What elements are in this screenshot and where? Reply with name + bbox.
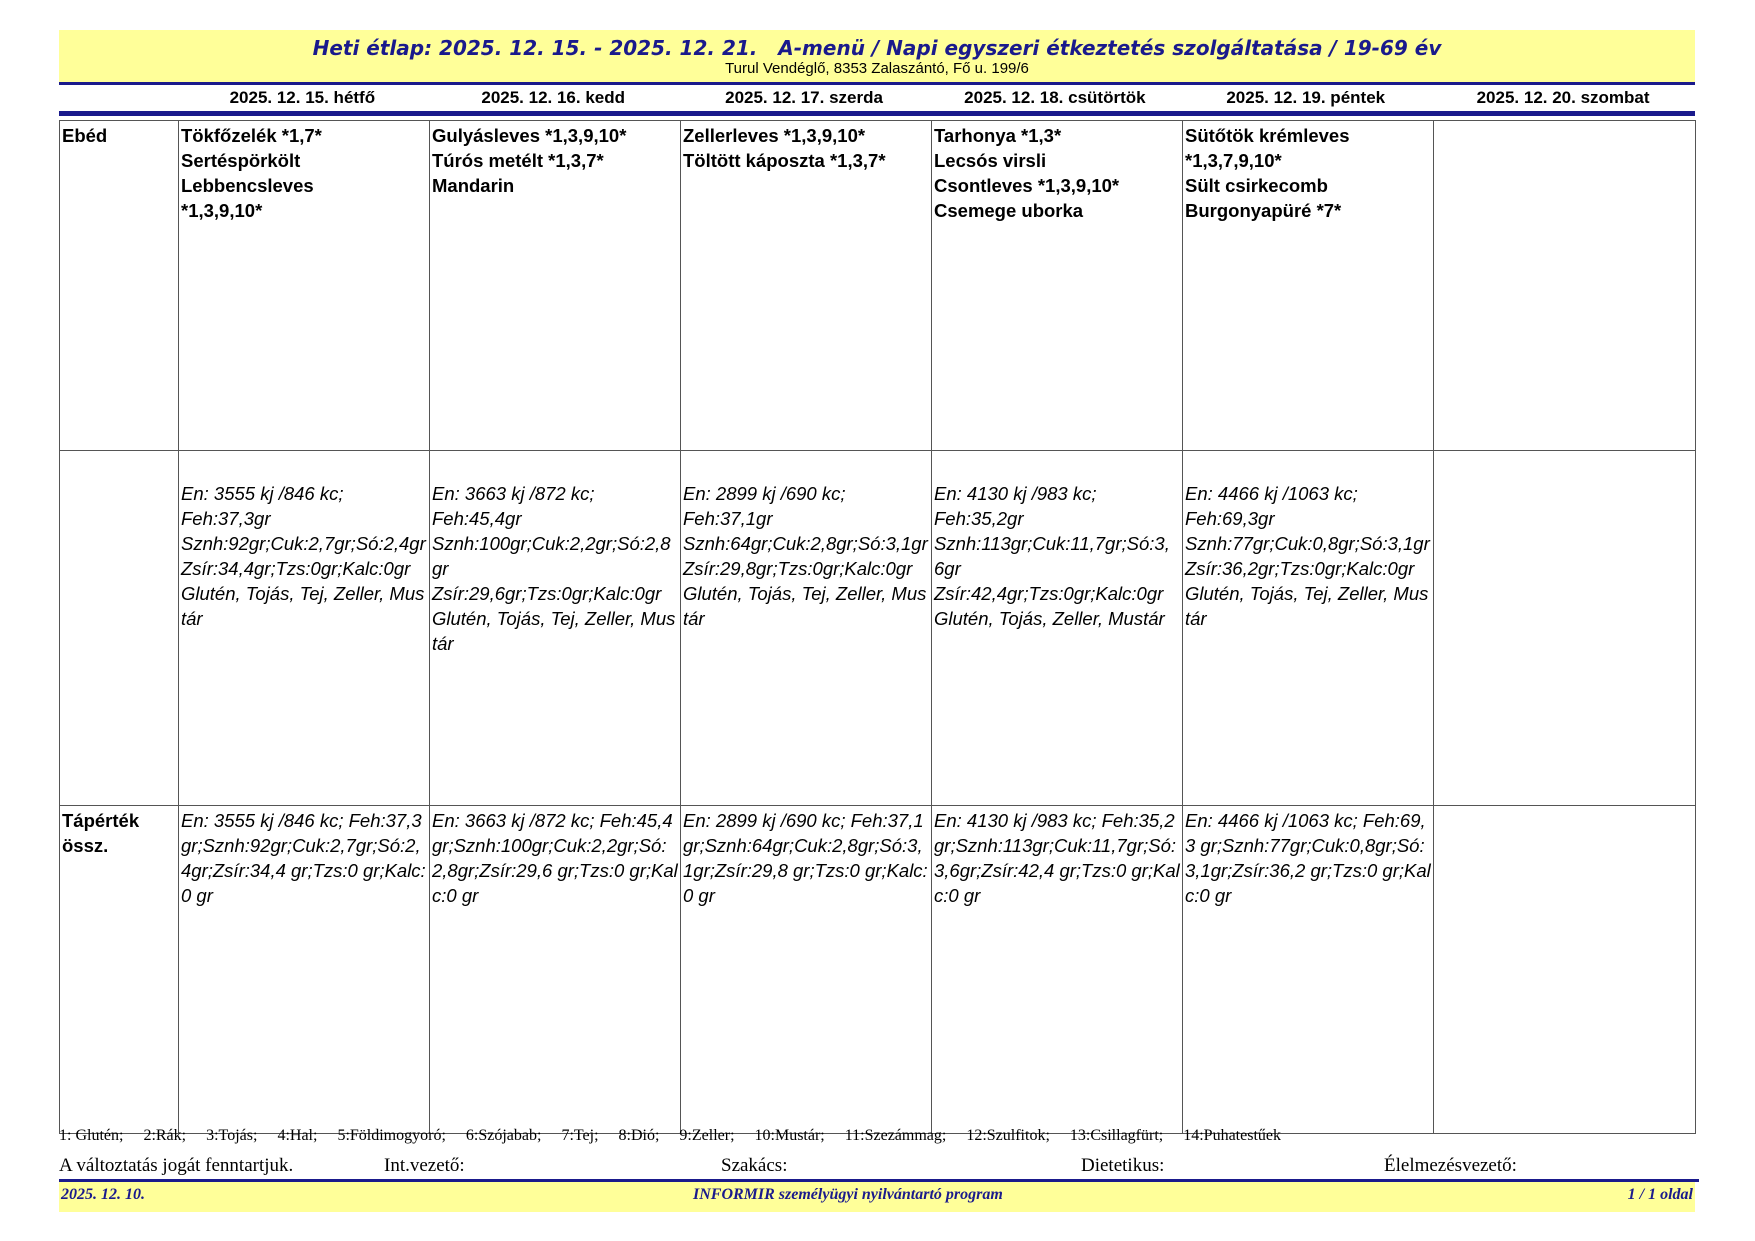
nutrition-line: En: 4466 kj /1063 kc; [1185, 483, 1358, 504]
nutrition-line: En: 3555 kj /846 kc; [181, 483, 344, 504]
dishes-cell-empty [1434, 121, 1696, 451]
dish-line: Gulyásleves *1,3,9,10* [432, 125, 627, 146]
dish-line: Túrós metélt *1,3,7* [432, 150, 604, 171]
day-header-2: 2025. 12. 16. kedd [481, 88, 626, 107]
allergen-item: 3:Tojás; [206, 1127, 258, 1144]
nutrition-cell [681, 451, 932, 806]
allergen-item: 1: Glutén; [59, 1127, 124, 1144]
signature-row [59, 1155, 1699, 1182]
dish-line: Burgonyapüré *7* [1185, 200, 1342, 221]
dishes-cell [681, 121, 932, 451]
nutrition-line: Zsír:36,2gr;Tzs:0gr;Kalc:0gr [1185, 558, 1415, 579]
dish-line: Töltött káposzta *1,3,7* [683, 150, 886, 171]
allergen-item: 13:Csillagfürt; [1069, 1127, 1164, 1144]
totals-label-line: össz. [62, 835, 109, 856]
dishes-cell [932, 121, 1183, 451]
lunch-nutrition-row [60, 451, 1696, 806]
dish-line: Sült csirkecomb [1185, 175, 1328, 196]
lunch-dishes-row [60, 121, 1696, 451]
allergen-line: Glutén, Tojás, Tej, Zeller, Mustár [683, 583, 927, 629]
totals-row [60, 806, 1696, 1134]
allergen-item: 11:Szezámmag; [844, 1127, 947, 1144]
nutrition-line: Sznh:64gr;Cuk:2,8gr;Só:3,1gr [683, 533, 928, 554]
allergen-item: 5:Földimogyoró; [337, 1127, 446, 1144]
title-band [59, 30, 1695, 85]
allergen-item: 14:Puhatestűek [1183, 1127, 1281, 1144]
dishes-cell [430, 121, 681, 451]
totals-cell: En: 3663 kj /872 kc; Feh:45,4 gr;Sznh:100gr;Cuk:2,2gr;Só:2,8gr;Zsír:29,6 gr;Tzs:0 gr;Kalc:0 gr [430, 806, 681, 1134]
nutrition-line: Sznh:77gr;Cuk:0,8gr;Só:3,1gr [1185, 533, 1430, 554]
day-header-5: 2025. 12. 19. péntek [1226, 88, 1386, 107]
dish-line: Mandarin [432, 175, 515, 196]
dish-line: *1,3,7,9,10* [1185, 150, 1282, 171]
signature-catering-manager: Élelmezésvezető: [1384, 1155, 1517, 1176]
dish-line: Csemege uborka [934, 200, 1084, 221]
row-label-lunch: Ebéd [60, 121, 179, 451]
allergen-item: 7:Tej; [561, 1127, 599, 1144]
dishes-cell [179, 121, 430, 451]
totals-cell: En: 2899 kj /690 kc; Feh:37,1 gr;Sznh:64gr;Cuk:2,8gr;Só:3,1gr;Zsír:29,8 gr;Tzs:0 gr;Kalc:0 gr [681, 806, 932, 1134]
nutrition-line: Feh:37,1gr [683, 508, 773, 529]
dish-line: Tökfőzelék *1,7* [181, 125, 322, 146]
nutrition-line: Sznh:113gr;Cuk:11,7gr;Só:3,6gr [934, 533, 1170, 579]
totals-cell-empty [1434, 806, 1696, 1134]
allergen-legend [59, 1127, 1699, 1145]
dish-line: Zellerleves *1,3,9,10* [683, 125, 866, 146]
dish-line: Lebbencsleves [181, 175, 314, 196]
nutrition-line: Feh:35,2gr [934, 508, 1024, 529]
allergen-item: 10:Mustár; [754, 1127, 825, 1144]
day-header-6: 2025. 12. 20. szombat [1476, 88, 1650, 107]
allergen-line: Glutén, Tojás, Zeller, Mustár [934, 608, 1165, 629]
dish-line: *1,3,9,10* [181, 200, 263, 221]
dish-line: Tarhonya *1,3* [934, 125, 1062, 146]
nutrition-line: Zsír:42,4gr;Tzs:0gr;Kalc:0gr [934, 583, 1164, 604]
nutrition-line: Feh:69,3gr [1185, 508, 1275, 529]
footer-band [59, 1182, 1695, 1212]
rights-note: A változtatás jogát fenntartjuk. [59, 1155, 294, 1176]
page-title: Heti étlap: 2025. 12. 15. - 2025. 12. 21. A-menü / Napi egyszeri étkeztetés szolgáltatása / 19-69 év [312, 36, 1442, 60]
nutrition-line: Feh:45,4gr [432, 508, 522, 529]
signature-dietitian: Dietetikus: [1081, 1155, 1165, 1176]
totals-cell: En: 4130 kj /983 kc; Feh:35,2 gr;Sznh:113gr;Cuk:11,7gr;Só:3,6gr;Zsír:42,4 gr;Tzs:0 gr;Kalc:0 gr [932, 806, 1183, 1134]
dish-line: Csontleves *1,3,9,10* [934, 175, 1120, 196]
day-header-3: 2025. 12. 17. szerda [725, 88, 883, 107]
allergen-item: 12:Szulfitok; [966, 1127, 1050, 1144]
nutrition-cell [179, 451, 430, 806]
dishes-cell [1183, 121, 1434, 451]
nutrition-line: En: 4130 kj /983 kc; [934, 483, 1097, 504]
day-header-row [59, 85, 1695, 116]
totals-label-line: Tápérték [62, 810, 140, 831]
nutrition-cell [430, 451, 681, 806]
dish-line: Sertéspörkölt [181, 150, 301, 171]
menu-table [59, 120, 1696, 1134]
allergen-item: 2:Rák; [143, 1127, 187, 1144]
row-label-totals [60, 806, 179, 1134]
nutrition-line: Zsír:34,4gr;Tzs:0gr;Kalc:0gr [181, 558, 411, 579]
allergen-line: Glutén, Tojás, Tej, Zeller, Mustár [432, 608, 676, 654]
totals-cell: En: 4466 kj /1063 kc; Feh:69,3 gr;Sznh:77gr;Cuk:0,8gr;Só:3,1gr;Zsír:36,2 gr;Tzs:0 gr;Kalc:0 gr [1183, 806, 1434, 1134]
nutrition-line: En: 2899 kj /690 kc; [683, 483, 846, 504]
nutrition-cell [932, 451, 1183, 806]
nutrition-cell-empty [1434, 451, 1696, 806]
signature-cook: Szakács: [721, 1155, 788, 1176]
menu-page [59, 30, 1695, 1134]
program-name: INFORMIR személyügyi nyilvántartó program [693, 1186, 1003, 1203]
nutrition-line: Zsír:29,6gr;Tzs:0gr;Kalc:0gr [432, 583, 662, 604]
nutrition-line: Feh:37,3gr [181, 508, 271, 529]
dish-line: Sütőtök krémleves [1185, 125, 1350, 146]
nutrition-line: Sznh:92gr;Cuk:2,7gr;Só:2,4gr [181, 533, 426, 554]
day-header-1: 2025. 12. 15. hétfő [229, 88, 376, 107]
venue-address: Turul Vendéglő, 8353 Zalaszántó, Fő u. 199/6 [725, 60, 1029, 77]
totals-cell: En: 3555 kj /846 kc; Feh:37,3 gr;Sznh:92gr;Cuk:2,7gr;Só:2,4gr;Zsír:34,4 gr;Tzs:0 gr;Kalc:0 gr [179, 806, 430, 1134]
nutrition-line: En: 3663 kj /872 kc; [432, 483, 595, 504]
allergen-item: 9:Zeller; [679, 1127, 735, 1144]
nutrition-cell [1183, 451, 1434, 806]
day-header-4: 2025. 12. 18. csütörtök [964, 88, 1146, 107]
signature-inst-leader: Int.vezető: [384, 1155, 465, 1176]
allergen-item: 8:Dió; [618, 1127, 660, 1144]
allergen-item: 6:Szójabab; [465, 1127, 542, 1144]
allergen-item: 4:Hal; [277, 1127, 318, 1144]
row-label-empty [60, 451, 179, 806]
day-header-spacer [59, 85, 177, 111]
allergen-line: Glutén, Tojás, Tej, Zeller, Mustár [181, 583, 425, 629]
nutrition-line: Zsír:29,8gr;Tzs:0gr;Kalc:0gr [683, 558, 913, 579]
nutrition-line: Sznh:100gr;Cuk:2,2gr;Só:2,8gr [432, 533, 671, 579]
allergen-line: Glutén, Tojás, Tej, Zeller, Mustár [1185, 583, 1429, 629]
print-date: 2025. 12. 10. [61, 1186, 145, 1203]
dish-line: Lecsós virsli [934, 150, 1047, 171]
page-number: 1 / 1 oldal [1627, 1186, 1693, 1203]
